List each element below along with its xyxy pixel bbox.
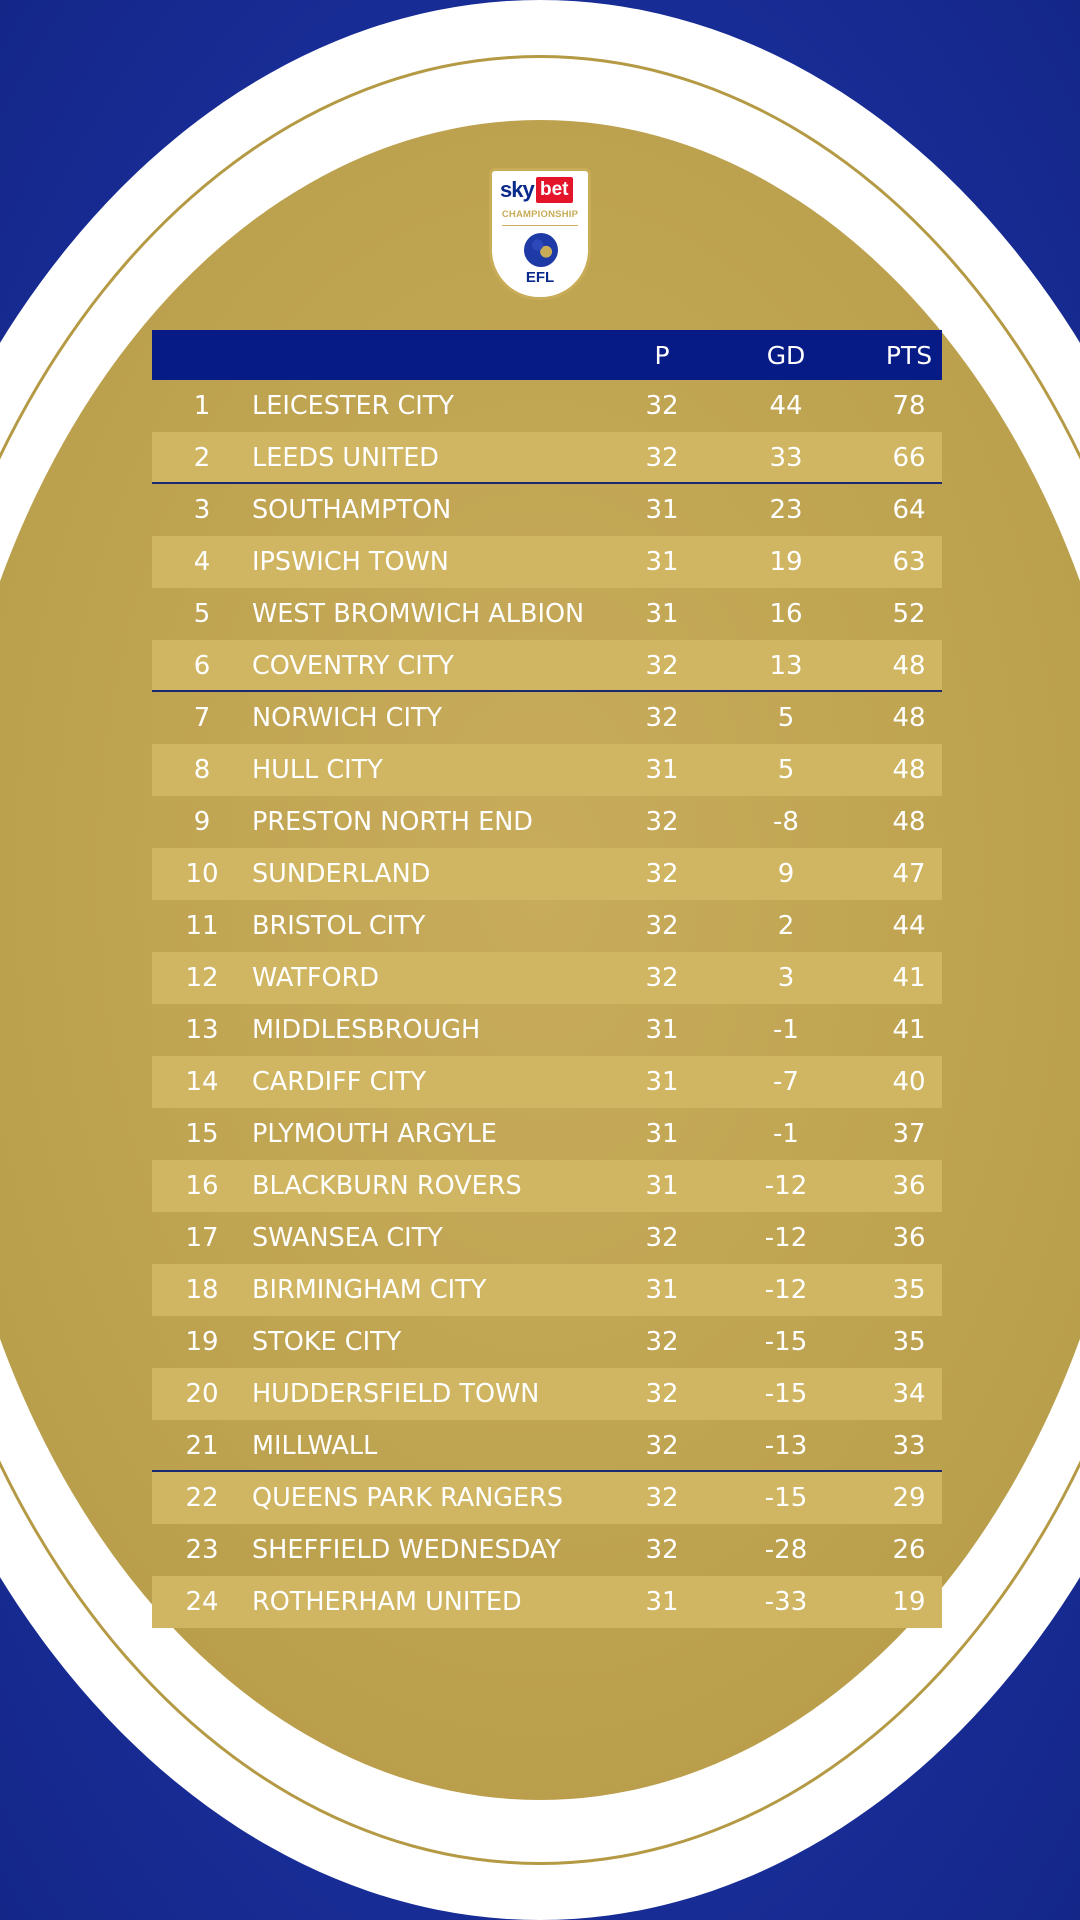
points: 78 (892, 391, 926, 421)
games-played: 32 (645, 911, 679, 941)
points: 48 (892, 807, 926, 837)
table-row (152, 588, 942, 640)
logo-divider (502, 225, 578, 226)
team-name: SHEFFIELD WEDNESDAY (252, 1535, 561, 1565)
team-name: IPSWICH TOWN (252, 547, 449, 577)
games-played: 32 (645, 443, 679, 473)
points: 41 (892, 1015, 926, 1045)
games-played: 32 (645, 807, 679, 837)
table-row (152, 1108, 942, 1160)
header-points: PTS (885, 341, 933, 370)
games-played: 32 (645, 703, 679, 733)
team-position: 17 (185, 1223, 219, 1253)
table-row (152, 796, 942, 848)
team-position: 18 (185, 1275, 219, 1305)
team-position: 14 (185, 1067, 219, 1097)
team-name: SUNDERLAND (252, 859, 431, 889)
games-played: 32 (645, 391, 679, 421)
team-name: COVENTRY CITY (252, 651, 454, 681)
points: 35 (892, 1275, 926, 1305)
header-team (252, 330, 652, 380)
goal-difference: 5 (777, 755, 795, 785)
team-position: 1 (193, 391, 211, 421)
table-row (152, 952, 942, 1004)
goal-difference: -12 (764, 1275, 808, 1305)
points: 26 (892, 1535, 926, 1565)
team-position: 24 (185, 1587, 219, 1617)
team-position: 12 (185, 963, 219, 993)
goal-difference: 9 (777, 859, 795, 889)
table-header (152, 330, 942, 380)
team-position: 20 (185, 1379, 219, 1409)
goal-difference: -1 (773, 1119, 799, 1149)
points: 40 (892, 1067, 926, 1097)
table-row (152, 1212, 942, 1264)
games-played: 31 (645, 495, 679, 525)
points: 33 (892, 1431, 926, 1461)
goal-difference: 2 (777, 911, 795, 941)
games-played: 32 (645, 651, 679, 681)
team-position: 2 (193, 443, 211, 473)
team-name: STOKE CITY (252, 1327, 402, 1357)
points: 36 (892, 1223, 926, 1253)
games-played: 32 (645, 1483, 679, 1513)
goal-difference: 3 (777, 963, 795, 993)
points: 48 (892, 703, 926, 733)
goal-difference: -12 (764, 1171, 808, 1201)
table-row (152, 432, 942, 484)
table-row (152, 380, 942, 432)
table-row (152, 848, 942, 900)
table-row (152, 900, 942, 952)
games-played: 31 (645, 1015, 679, 1045)
goal-difference: 19 (769, 547, 803, 577)
points: 36 (892, 1171, 926, 1201)
games-played: 31 (645, 1171, 679, 1201)
goal-difference: -15 (764, 1327, 808, 1357)
points: 66 (892, 443, 926, 473)
team-position: 3 (193, 495, 211, 525)
points: 35 (892, 1327, 926, 1357)
points: 37 (892, 1119, 926, 1149)
team-name: QUEENS PARK RANGERS (252, 1483, 564, 1513)
table-row (152, 744, 942, 796)
games-played: 31 (645, 1275, 679, 1305)
table-row (152, 1576, 942, 1628)
team-name: BLACKBURN ROVERS (252, 1171, 522, 1201)
team-position: 23 (185, 1535, 219, 1565)
table-row (152, 1316, 942, 1368)
team-position: 9 (193, 807, 211, 837)
games-played: 32 (645, 1379, 679, 1409)
points: 48 (892, 755, 926, 785)
table-row (152, 536, 942, 588)
goal-difference: -15 (764, 1379, 808, 1409)
team-name: BIRMINGHAM CITY (252, 1275, 487, 1305)
team-position: 16 (185, 1171, 219, 1201)
goal-difference: -15 (764, 1483, 808, 1513)
goal-difference: 44 (769, 391, 803, 421)
team-name: HULL CITY (252, 755, 383, 785)
table-row (152, 640, 942, 692)
goal-difference: -8 (773, 807, 799, 837)
goal-difference: 33 (769, 443, 803, 473)
points: 64 (892, 495, 926, 525)
team-position: 4 (193, 547, 211, 577)
header-goal-difference: GD (766, 341, 806, 370)
team-name: NORWICH CITY (252, 703, 443, 733)
points: 29 (892, 1483, 926, 1513)
team-name: MILLWALL (252, 1431, 378, 1461)
team-position: 7 (193, 703, 211, 733)
team-name: PRESTON NORTH END (252, 807, 533, 837)
team-name: WATFORD (252, 963, 379, 993)
games-played: 32 (645, 1327, 679, 1357)
goal-difference: 13 (769, 651, 803, 681)
games-played: 32 (645, 1535, 679, 1565)
table-row (152, 1160, 942, 1212)
team-name: HUDDERSFIELD TOWN (252, 1379, 540, 1409)
team-name: MIDDLESBROUGH (252, 1015, 481, 1045)
table-row (152, 1056, 942, 1108)
goal-difference: -1 (773, 1015, 799, 1045)
table-body (152, 380, 942, 1628)
header-played: P (654, 341, 670, 370)
table-row (152, 1264, 942, 1316)
football-icon (524, 233, 558, 267)
team-position: 11 (185, 911, 219, 941)
logo-efl-text: EFL (525, 269, 555, 286)
table-row (152, 1420, 942, 1472)
team-position: 8 (193, 755, 211, 785)
games-played: 32 (645, 963, 679, 993)
team-position: 6 (193, 651, 211, 681)
goal-difference: -33 (764, 1587, 808, 1617)
team-position: 13 (185, 1015, 219, 1045)
table-row (152, 1368, 942, 1420)
team-position: 15 (185, 1119, 219, 1149)
goal-difference: -12 (764, 1223, 808, 1253)
games-played: 31 (645, 1587, 679, 1617)
points: 19 (892, 1587, 926, 1617)
goal-difference: 5 (777, 703, 795, 733)
logo-sky-text: sky (500, 177, 534, 202)
table-row (152, 484, 942, 536)
goal-difference: 16 (769, 599, 803, 629)
goal-difference: -28 (764, 1535, 808, 1565)
logo-championship-text: CHAMPIONSHIP (501, 209, 579, 220)
team-name: LEEDS UNITED (252, 443, 439, 473)
points: 34 (892, 1379, 926, 1409)
sky-bet-championship-logo (489, 168, 591, 300)
points: 47 (892, 859, 926, 889)
table-row (152, 692, 942, 744)
team-name: LEICESTER CITY (252, 391, 454, 421)
games-played: 31 (645, 547, 679, 577)
team-position: 5 (193, 599, 211, 629)
points: 52 (892, 599, 926, 629)
points: 41 (892, 963, 926, 993)
goal-difference: -7 (773, 1067, 799, 1097)
header-position (172, 330, 232, 380)
team-position: 19 (185, 1327, 219, 1357)
table-row (152, 1472, 942, 1524)
points: 44 (892, 911, 926, 941)
team-name: SWANSEA CITY (252, 1223, 443, 1253)
games-played: 31 (645, 1119, 679, 1149)
games-played: 31 (645, 755, 679, 785)
points: 48 (892, 651, 926, 681)
table-row (152, 1004, 942, 1056)
team-name: SOUTHAMPTON (252, 495, 452, 525)
team-name: PLYMOUTH ARGYLE (252, 1119, 497, 1149)
team-name: ROTHERHAM UNITED (252, 1587, 522, 1617)
goal-difference: -13 (764, 1431, 808, 1461)
team-name: CARDIFF CITY (252, 1067, 427, 1097)
team-position: 21 (185, 1431, 219, 1461)
team-name: WEST BROMWICH ALBION (252, 599, 585, 629)
league-table (152, 330, 942, 1628)
games-played: 31 (645, 599, 679, 629)
games-played: 31 (645, 1067, 679, 1097)
games-played: 32 (645, 1223, 679, 1253)
points: 63 (892, 547, 926, 577)
team-position: 22 (185, 1483, 219, 1513)
team-position: 10 (185, 859, 219, 889)
games-played: 32 (645, 859, 679, 889)
games-played: 32 (645, 1431, 679, 1461)
logo-bet-text: bet (536, 177, 573, 203)
team-name: BRISTOL CITY (252, 911, 426, 941)
table-row (152, 1524, 942, 1576)
goal-difference: 23 (769, 495, 803, 525)
